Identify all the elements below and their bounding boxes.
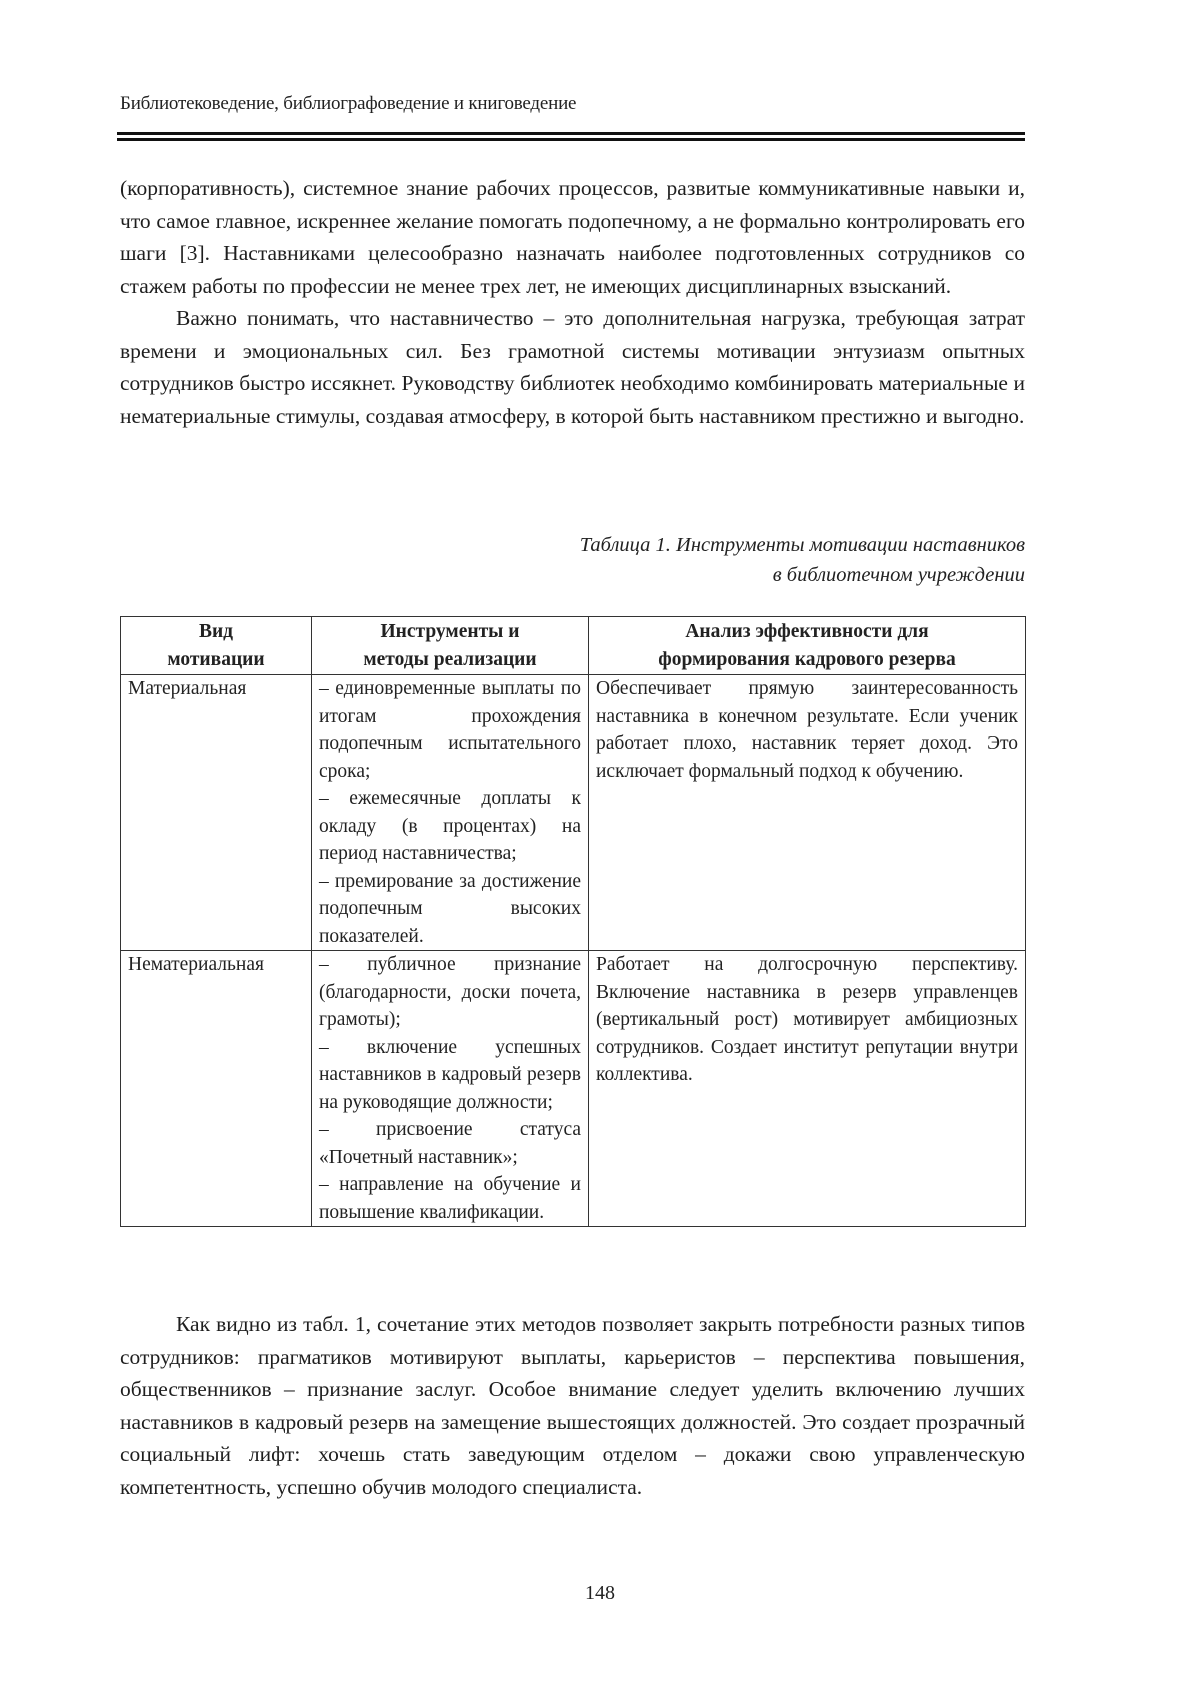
header-rule-bottom — [117, 138, 1025, 141]
header-cell-type — [121, 617, 312, 675]
header-text: мотивации — [167, 648, 265, 670]
tool-item: – присвоение статуса «Почетный наставник»; — [319, 1119, 581, 1168]
table-row — [121, 951, 1026, 1227]
table-row — [121, 675, 1026, 951]
paragraph-conclusion: Как видно из табл. 1, сочетание этих методов позволяет закрыть потребности разных типов сотрудников: прагматиков мотивируют выплаты, карьеристов – перспектива повышения, общественников – признание заслуг. Особое внимание следует уделить включению лучших наставников в кадровый резерв на замещение вышестоящих должностей. Это создает прозрачный социальный лифт: хочешь стать заведующим отделом – докажи свою управленческую компетентность, успешно обучив молодого специалиста. — [120, 1312, 1025, 1499]
cell-tools — [312, 675, 589, 951]
table-caption-line1: Таблица 1. Инструменты мотивации наставников — [579, 534, 1025, 556]
header-text: Вид — [198, 621, 234, 642]
table-caption-line2: в библиотечном учреждении — [772, 564, 1025, 586]
tool-item: – включение успешных наставников в кадровый резерв на руководящие должности; — [319, 1036, 581, 1113]
table-caption — [580, 530, 1025, 590]
header-cell-analysis — [589, 617, 1026, 675]
tool-item: – ежемесячные доплаты к окладу (в процентах) на период наставничества; — [319, 788, 581, 864]
tool-item: – публичное признание (благодарности, доски почета, грамоты); — [319, 954, 581, 1030]
body-text-after-table — [120, 1308, 1025, 1503]
cell-analysis: Работает на долгосрочную перспективу. Включение наставника в резерв управленцев (вертикальный рост) мотивирует амбициозных сотрудников. Создает институт репутации внутри коллектива. — [589, 951, 1026, 1227]
cell-type: Нематериальная — [121, 951, 312, 1227]
table-header-row — [121, 617, 1026, 675]
tool-item: – премирование за достижение подопечным высоких показателей. — [319, 870, 581, 947]
cell-analysis: Обеспечивает прямую заинтересованность наставника в конечном результате. Если ученик работает плохо, наставник теряет доход. Это исключает формальный подход к обучению. — [589, 675, 1026, 951]
paragraph-motivation: Важно понимать, что наставничество – это дополнительная нагрузка, требующая затрат времени и эмоциональных сил. Без грамотной системы мотивации энтузиазм опытных сотрудников быстро иссякнет. Руководству библиотек необходимо комбинировать материальные и нематериальные стимулы, создавая атмосферу, в которой быть наставником престижно и выгодно. — [120, 306, 1025, 428]
cell-type: Материальная — [121, 675, 312, 951]
cell-tools — [312, 951, 589, 1227]
running-head: Библиотековедение, библиографоведение и книговедение — [120, 93, 577, 114]
header-text: Анализ эффективности для — [685, 621, 929, 642]
body-text-before-table — [120, 172, 1025, 432]
header-double-rule — [117, 132, 1025, 141]
tool-item: – единовременные выплаты по итогам прохождения подопечным испытательного срока; — [319, 678, 581, 782]
page-number: 148 — [585, 1582, 615, 1604]
tool-item: – направление на обучение и повышение квалификации. — [319, 1174, 581, 1223]
header-text: методы реализации — [363, 648, 537, 670]
header-cell-tools — [312, 617, 589, 675]
motivation-table — [120, 616, 1026, 1227]
header-rule-top — [117, 132, 1025, 135]
header-text: Инструменты и — [380, 621, 520, 642]
header-text: формирования кадрового резерва — [658, 648, 956, 670]
paragraph-continuation: (корпоративность), системное знание рабочих процессов, развитые коммуникативные навыки и, что самое главное, искреннее желание помогать подопечному, а не формально контролировать его шаги [3]. Наставниками целесообразно назначать наиболее подготовленных сотрудников со стажем работы по профессии не менее трех лет, не имеющих дисциплинарных взысканий. — [120, 176, 1025, 298]
